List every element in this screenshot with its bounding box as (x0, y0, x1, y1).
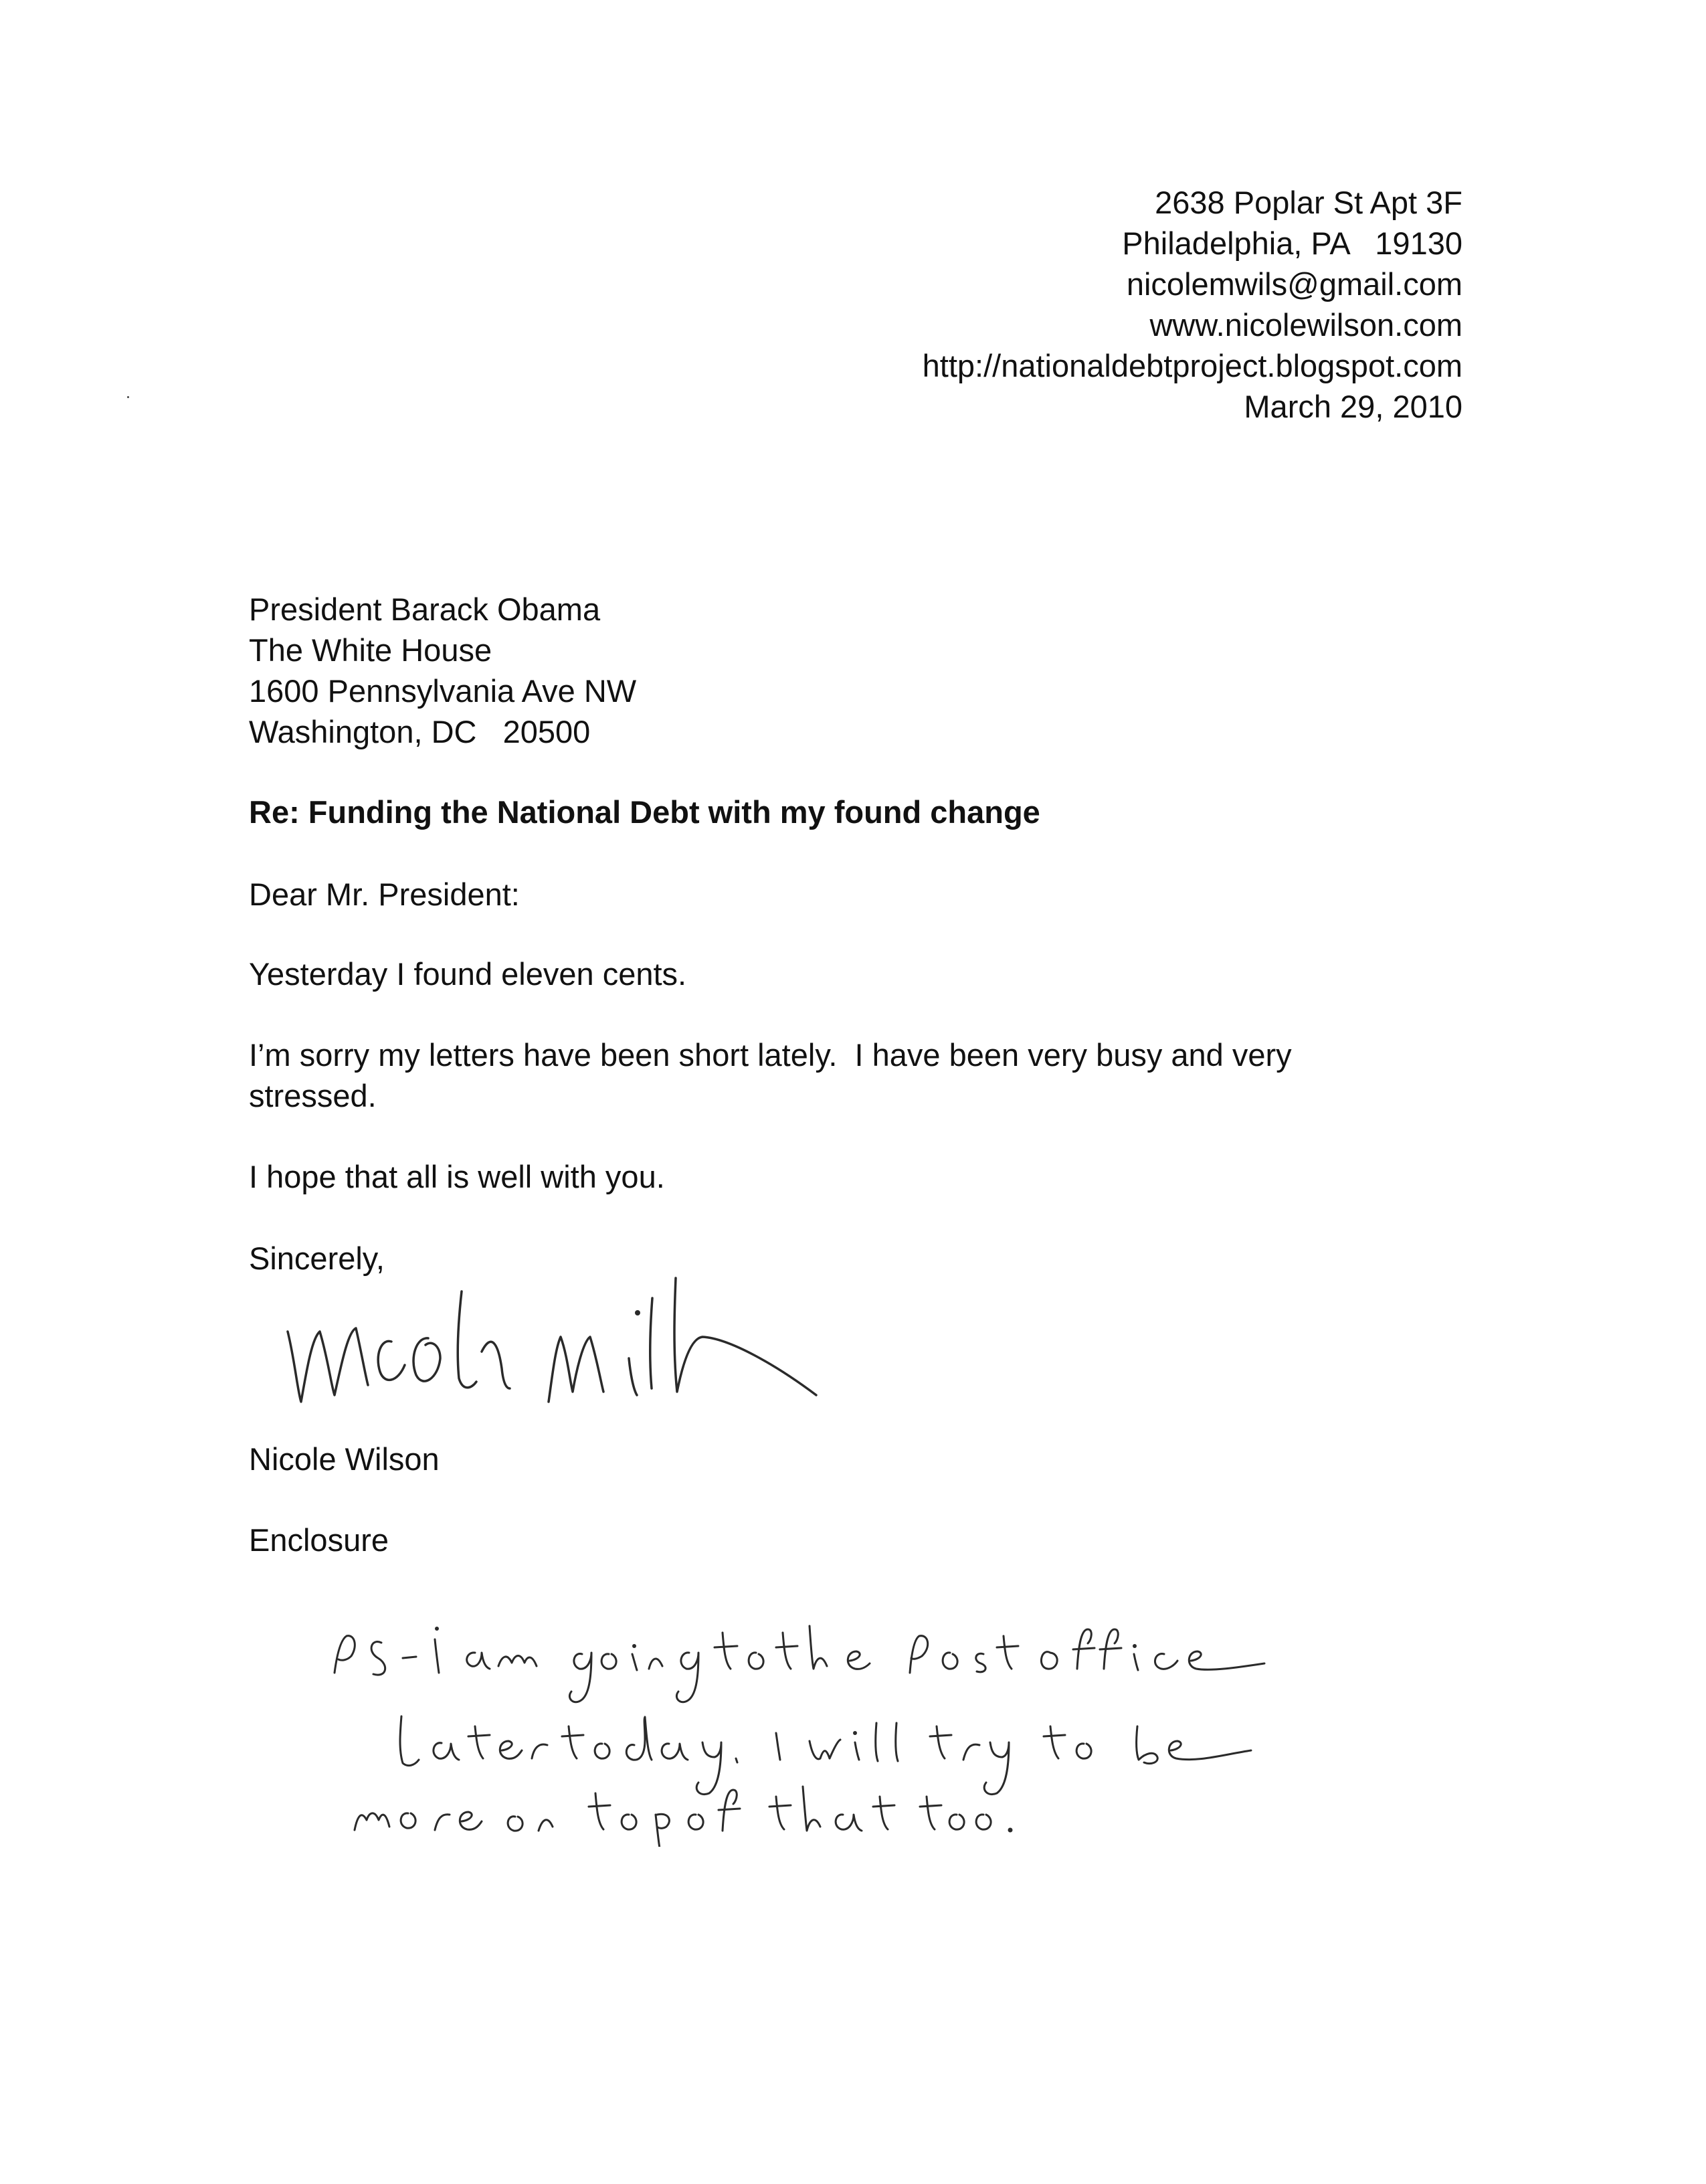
salutation: Dear Mr. President: (249, 877, 520, 912)
recipient-name: President Barack Obama (249, 592, 601, 627)
enclosure-note: Enclosure (249, 1522, 389, 1558)
subject-line: Re: Funding the National Debt with my found change (249, 794, 1040, 830)
recipient-organization: The White House (249, 632, 492, 668)
sender-blog: http://nationaldebtproject.blogspot.com (922, 348, 1462, 383)
scan-speck (127, 396, 129, 398)
letter-date: March 29, 2010 (1244, 389, 1462, 424)
recipient-street: 1600 Pennsylvania Ave NW (249, 673, 637, 709)
sender-website: www.nicolewilson.com (1149, 307, 1462, 343)
recipient-address-block (249, 589, 636, 752)
closing: Sincerely, (249, 1241, 385, 1276)
signer-name: Nicole Wilson (249, 1441, 440, 1477)
sender-email: nicolemwils@gmail.com (1126, 266, 1462, 302)
handwritten-postscript (314, 1599, 1331, 1847)
sender-address-block (923, 182, 1462, 427)
sender-street: 2638 Poplar St Apt 3F (1155, 185, 1462, 220)
body-paragraph-2: I’m sorry my letters have been short lately. I have been very busy and very stressed. (249, 1037, 1301, 1113)
recipient-city-state-zip: Washington, DC 20500 (249, 714, 591, 749)
handwritten-signature (268, 1258, 903, 1425)
sender-city-state-zip: Philadelphia, PA 19130 (1122, 225, 1462, 261)
body-paragraph-3: I hope that all is well with you. (249, 1159, 665, 1194)
body-paragraph-1: Yesterday I found eleven cents. (249, 956, 687, 992)
